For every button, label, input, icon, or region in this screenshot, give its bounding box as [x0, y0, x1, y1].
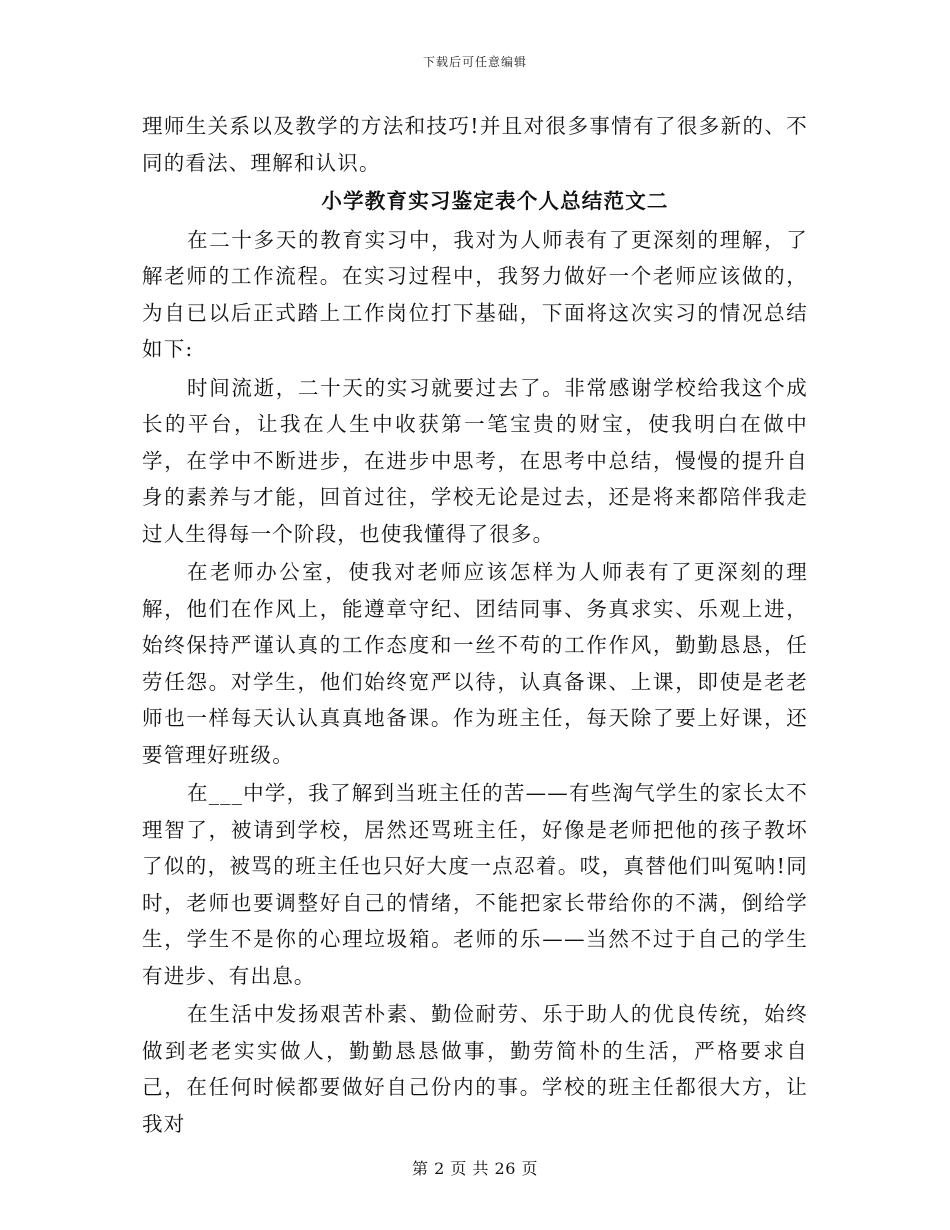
body-paragraph-2: 时间流逝，二十天的实习就要过去了。非常感谢学校给我这个成长的平台，让我在人生中收获第一笔宝贵的财宝，使我明白在做中学，在学中不断进步，在进步中思考，在思考中总结，慢慢的提升自身的素养与才能，回首过往，学校无论是过去，还是将来都陪伴我走过人生得每一个阶段，也使我懂得了很多。 — [142, 375, 808, 546]
body-paragraph-3: 在老师办公室，使我对老师应该怎样为人师表有了更深刻的理解，他们在作风上，能遵章守纪、团结同事、务真求实、乐观上进，始终保持严谨认真的工作态度和一丝不苟的工作作风，勤勤恳恳，任劳任怨。对学生，他们始终宽严以待，认真备课、上课，即使是老老师也一样每天认认真真地备课。作为班主任，每天除了要上好课，还要管理好班级。 — [142, 560, 808, 767]
page-number-footer: 第 2 页 共 26 页 — [412, 1159, 538, 1178]
intro-continuation-paragraph: 理师生关系以及教学的方法和技巧!并且对很多事情有了很多新的、不同的看法、理解和认识。 — [142, 114, 808, 175]
section-title: 小学教育实习鉴定表个人总结范文二 — [321, 189, 669, 213]
document-body — [142, 108, 808, 1142]
body-paragraph-5: 在生活中发扬艰苦朴素、勤俭耐劳、乐于助人的优良传统，始终做到老老实实做人，勤勤恳恳做事，勤劳简朴的生活，严格要求自己，在任何时候都要做好自己份内的事。学校的班主任都很大方，让我对 — [142, 1002, 808, 1136]
body-paragraph-1: 在二十多天的教育实习中，我对为人师表有了更深刻的理解，了解老师的工作流程。在实习过程中，我努力做好一个老师应该做的，为自已以后正式踏上工作岗位打下基础，下面将这次实习的情况总结如下: — [142, 227, 808, 361]
body-paragraph-4: 在___中学，我了解到当班主任的苦——有些淘气学生的家长太不理智了，被请到学校，居然还骂班主任，好像是老师把他的孩子教坏了似的，被骂的班主任也只好大度一点忍着。哎，真替他们叫冤呐!同时，老师也要调整好自己的情绪，不能把家长带给你的不满，倒给学生，学生不是你的心理垃圾箱。老师的乐——当然不过于自己的学生有进步、有出息。 — [142, 781, 808, 988]
page-header-note: 下载后可任意编辑 — [422, 55, 527, 69]
